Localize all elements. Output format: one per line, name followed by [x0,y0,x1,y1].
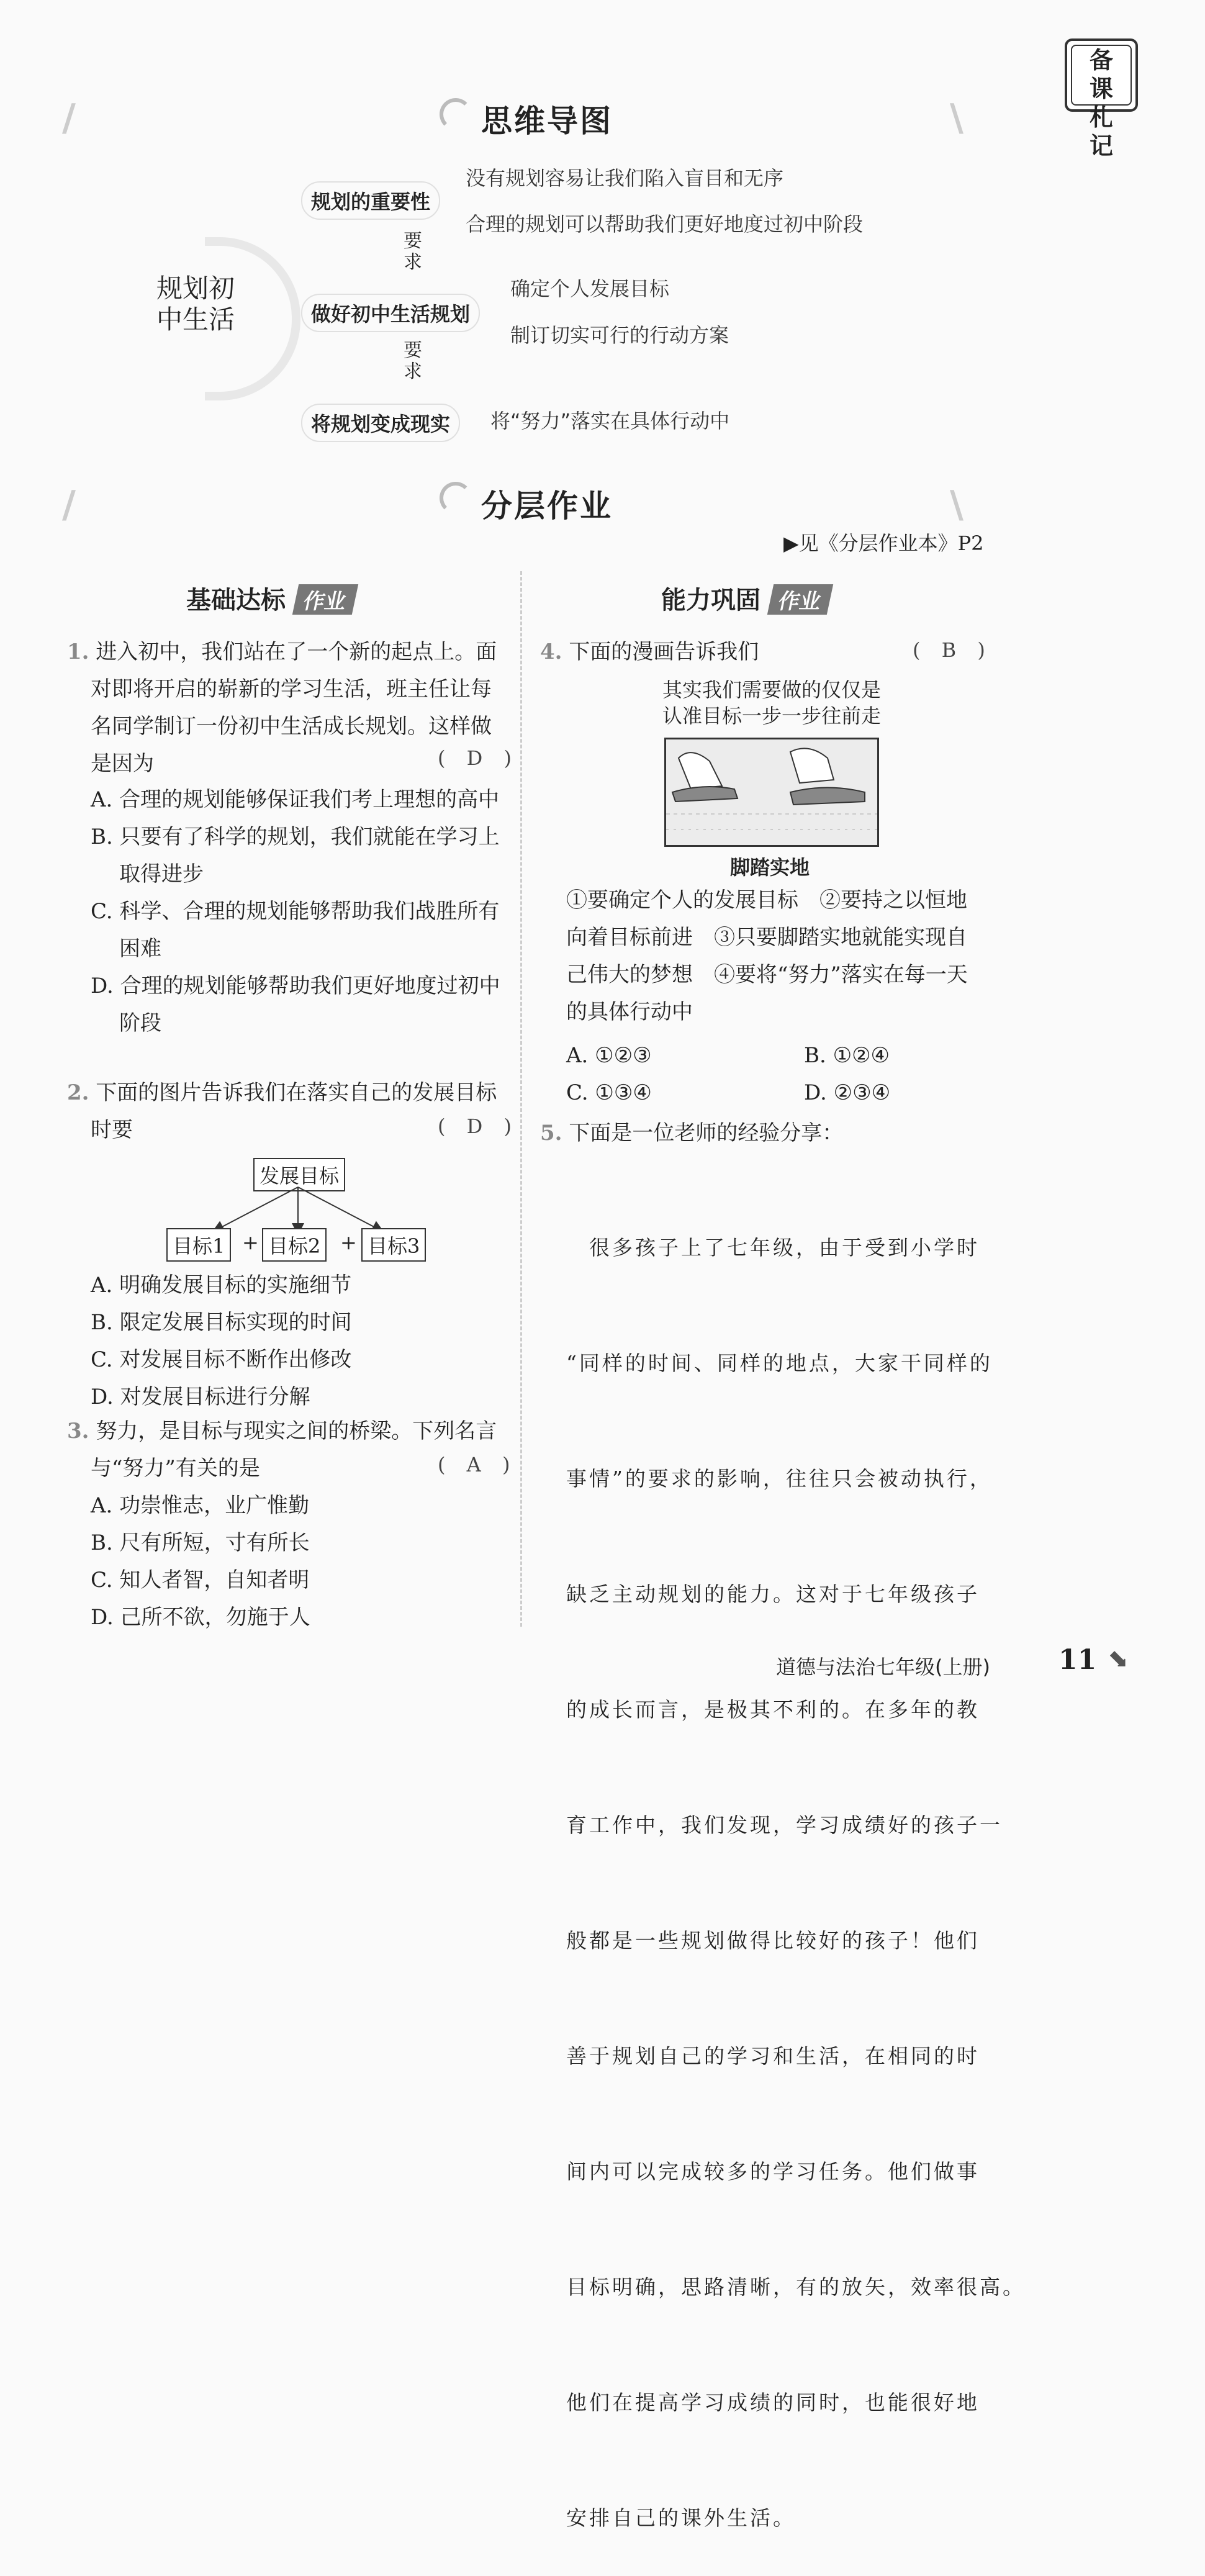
decor-slash-left: / [62,483,76,526]
diagram-goal-2: 目标2 [262,1228,327,1262]
option-b: B. 限定发展目标实现的时间 [91,1310,352,1335]
question-stem-line: 时要 [91,1118,133,1142]
column-head-basic [186,581,355,616]
option-b: B. 只要有了科学的规划，我们就能在学习上取得进步 [91,825,500,887]
mind-map-leaf: 没有规划容易让我们陷入盲目和无序 [466,166,784,190]
column-head-label: 能力巩固 [661,586,760,615]
decor-slash-right: \ [950,96,964,140]
question-stem-line: 进入初中，我们站在了一个新的起点上。面 [96,639,497,664]
answer-q2: ( D ) [438,1114,519,1138]
cartoon-title: 脚踏实地 [729,856,810,879]
story-line: 善于规划自己的学习和生活，在相同的时 [566,2044,980,2068]
story-line: 事情”的要求的影响，往往只会被动执行， [566,1467,993,1491]
answer-q3: ( A ) [438,1453,518,1476]
story-line: 的成长而言，是极其不利的。在多年的教 [566,1697,980,1722]
question-stem-line: 下面的漫画告诉我们 [569,639,759,664]
page-number: 11 [1058,1644,1097,1676]
option-c: C. 对发展目标不断作出修改 [91,1347,352,1372]
question-stem-line: 努力，是目标与现实之间的桥梁。下列名言 [96,1419,497,1444]
walking-feet-illustration [666,739,877,845]
story-line: 缺乏主动规划的能力。这对于七年级孩子 [566,1582,980,1606]
q1-options [91,781,507,1042]
q4-option-c: C. ①③④ [566,1080,652,1105]
stamp-char: 课 [1089,75,1113,102]
story-line: 目标明确，思路清晰，有的放矢，效率很高。 [566,2275,1026,2299]
section-arc-icon [440,482,472,514]
cartoon-caption-line: 认准目标一步一步往前走 [662,704,881,728]
question-stem-line: 对即将开启的崭新的学习生活，班主任让每 [91,677,492,702]
column-head-advanced [661,581,830,616]
option-c: C. 科学、合理的规划能够帮助我们战胜所有困难 [91,899,500,961]
option-d: D. 合理的规划能够帮助我们更好地度过初中阶段 [91,974,500,1036]
statement-line: 的具体行动中 [566,1000,693,1024]
q3-options [91,1487,507,1636]
diagram-goal-1: 目标1 [166,1228,231,1262]
diagram-goal-3: 目标3 [361,1228,426,1262]
column-head-label: 基础达标 [186,586,286,615]
option-a: A. 合理的规划能够保证我们考上理想的高中 [91,787,500,812]
mind-map-node-importance: 规划的重要性 [301,181,440,220]
homework-title: 分层作业 [481,488,613,524]
homework-badge: 作业 [767,584,833,615]
stamp-char: 札 [1089,103,1113,131]
mind-map-node-planning: 做好初中生活规划 [301,294,480,332]
decor-slash-right: \ [950,483,964,526]
statement-line: 向着目标前进 ③只要脚踏实地就能实现自 [566,925,967,950]
question-5 [540,1114,843,1152]
question-stem-line: 是因为 [91,751,154,776]
story-line: 间内可以完成较多的学习任务。他们做事 [566,2159,980,2184]
teacher-story [566,1152,1026,2576]
story-line: 他们在提高学习成绩的同时，也能很好地 [566,2390,980,2415]
decor-slash-left: / [62,96,76,140]
mind-map-node-reality: 将规划变成现实 [301,404,460,442]
q4-option-b: B. ①②④ [804,1043,890,1068]
question-stem-line: 下面是一位老师的经验分享： [569,1121,844,1146]
statement-line: ①要确定个人的发展目标 ②要持之以恒地 [566,888,967,913]
footer-book-title: 道德与法治七年级(上册) [776,1655,990,1679]
option-c: C. 知人者智，自知者明 [91,1568,310,1593]
question-stem-line: 下面的图片告诉我们在落实自己的发展目标 [96,1080,497,1105]
note-stamp [1065,38,1138,160]
cartoon-caption [657,677,887,729]
mind-map-center-line: 中生活 [156,304,235,335]
stamp-char: 备 [1089,46,1113,74]
story-line: “同样的时间、同样的地点，大家干同样的 [566,1351,993,1375]
mind-map-leaf: 将“努力”落实在具体行动中 [490,409,730,433]
stamp-char: 记 [1089,132,1113,160]
q2-options [91,1267,507,1416]
answer-q1: ( D ) [438,746,519,770]
question-number: 2. [67,1080,89,1105]
question-stem-line: 名同学制订一份初中生活成长规划。这样做 [91,714,492,739]
statement-line: 己伟大的梦想 ④要将“努力”落实在每一天 [566,962,968,987]
homework-reference: ▶见《分层作业本》P2 [783,531,984,555]
footer-arrow-icon: ⬊ [1108,1645,1129,1674]
story-line: 般都是一些规划做得比较好的孩子！他们 [566,1928,980,1953]
question-number: 3. [67,1419,89,1444]
mind-map-connector: 要求 [404,340,422,382]
story-line: 安排自己的课外生活。 [566,2506,796,2530]
q4-option-d: D. ②③④ [804,1080,891,1105]
mind-map-leaf: 制订切实可行的行动方案 [510,323,729,347]
mind-map-connector: 要求 [404,230,422,273]
option-d: D. 对发展目标进行分解 [91,1385,310,1409]
mind-map-title: 思维导图 [481,103,613,139]
diagram-plus: + [340,1231,357,1254]
cartoon-image [664,738,879,847]
mind-map-center [143,273,248,335]
mind-map-leaf: 合理的规划可以帮助我们更好地度过初中阶段 [466,212,864,236]
question-number: 5. [540,1121,562,1146]
story-line: 育工作中，我们发现，学习成绩好的孩子一 [566,1813,1003,1837]
homework-badge: 作业 [292,584,358,615]
cartoon-caption-line: 其实我们需要做的仅仅是 [662,678,881,702]
diagram-plus: + [242,1231,259,1254]
question-number: 4. [540,639,562,664]
question-stem-line: 与“努力”有关的是 [91,1456,260,1481]
question-number: 1. [67,639,89,664]
diagram-goal-root: 发展目标 [253,1158,345,1191]
option-a: A. 功崇惟志，业广惟勤 [91,1493,310,1518]
q4-statements [566,882,1001,1031]
story-line: 很多孩子上了七年级，由于受到小学时 [566,1236,980,1260]
option-b: B. 尺有所短，寸有所长 [91,1530,310,1555]
answer-q4: ( B ) [913,638,993,662]
section-arc-icon [440,98,472,130]
option-d: D. 己所不欲，勿施于人 [91,1605,310,1630]
column-divider [520,571,522,1627]
mind-map-leaf: 确定个人发展目标 [510,277,670,301]
question-4 [540,633,759,671]
option-a: A. 明确发展目标的实施细节 [91,1273,352,1298]
mind-map-center-line: 规划初 [156,273,235,304]
q4-option-a: A. ①②③ [566,1043,652,1068]
